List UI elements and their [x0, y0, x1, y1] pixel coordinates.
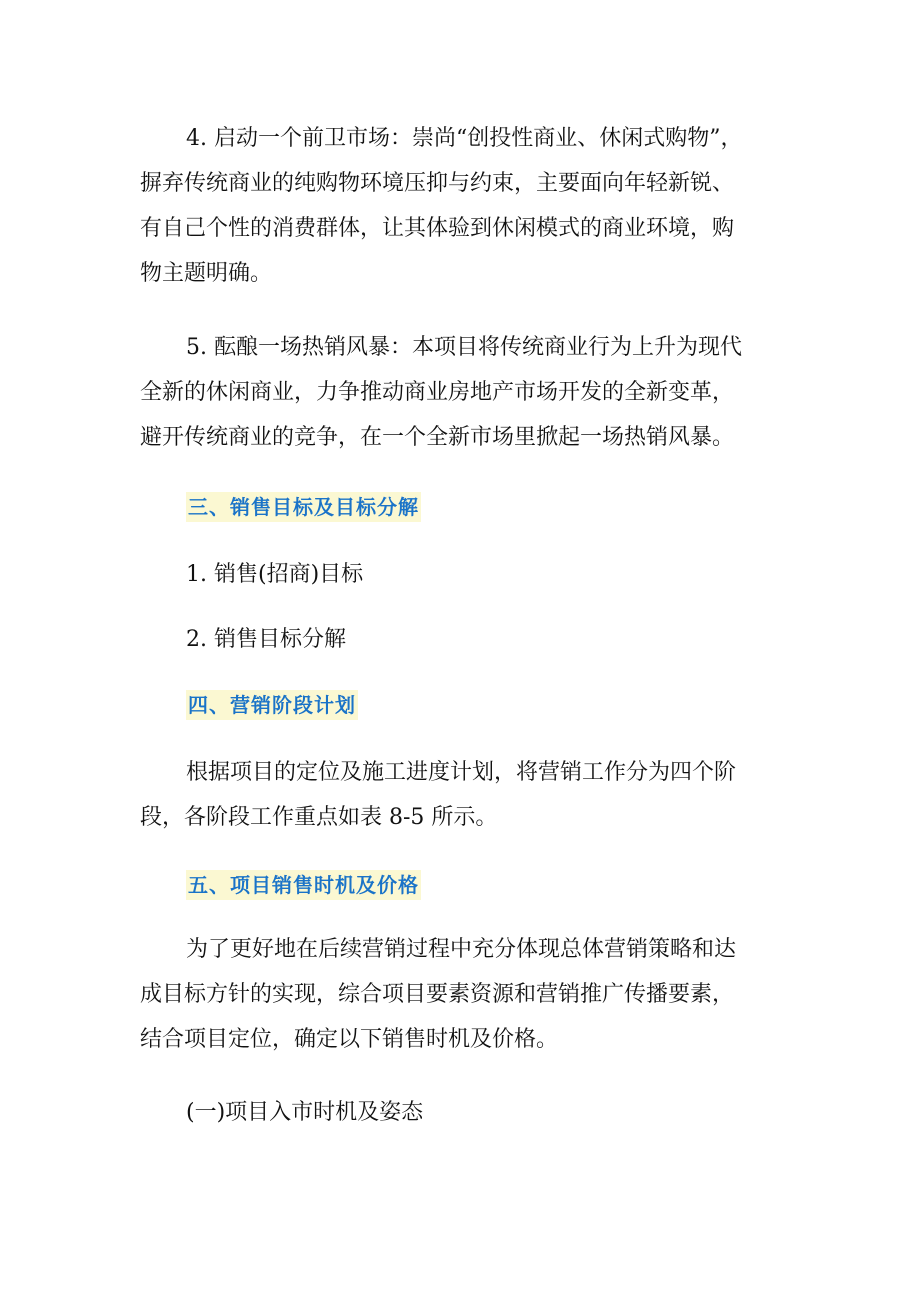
subheading-entry-timing: [140, 1090, 790, 1135]
section-heading-3: 三、销售目标及目标分解: [186, 492, 421, 522]
sales-item-2: [140, 617, 790, 662]
paragraph-item-4: [140, 116, 790, 296]
paragraph-stage-plan: [140, 750, 790, 840]
text-line: 为了更好地在后续营销过程中充分体现总体营销策略和达: [186, 937, 737, 962]
text-line: 2. 销售目标分解: [186, 627, 346, 652]
text-line: 4. 启动一个前卫市场：崇尚“创投性商业、休闲式购物”，: [186, 126, 743, 151]
text-line: 1. 销售(招商)目标: [186, 562, 364, 587]
text-line: 摒弃传统商业的纯购物环境压抑与约束，主要面向年轻新锐、: [140, 171, 735, 196]
text-line: 有自己个性的消费群体，让其体验到休闲模式的商业环境，购: [140, 216, 735, 241]
text-line: 结合项目定位，确定以下销售时机及价格。: [140, 1027, 559, 1052]
text-line: (一)项目入市时机及姿态: [186, 1100, 424, 1125]
text-line: 成目标方针的实现，综合项目要素资源和营销推广传播要素，: [140, 982, 735, 1007]
section-heading-5: 五、项目销售时机及价格: [186, 870, 421, 900]
paragraph-timing: [140, 927, 790, 1062]
text-line: 避开传统商业的竞争，在一个全新市场里掀起一场热销风暴。: [140, 425, 735, 450]
text-line: 5. 酝酿一场热销风暴：本项目将传统商业行为上升为现代: [186, 335, 742, 360]
text-line: 全新的休闲商业，力争推动商业房地产市场开发的全新变革，: [140, 380, 735, 405]
text-line: 段，各阶段工作重点如表 8-5 所示。: [140, 805, 498, 830]
text-line: 根据项目的定位及施工进度计划，将营销工作分为四个阶: [186, 760, 737, 785]
section-heading-4: 四、营销阶段计划: [186, 690, 358, 720]
paragraph-item-5: [140, 325, 790, 460]
text-line: 物主题明确。: [140, 261, 273, 286]
sales-item-1: [140, 552, 790, 597]
